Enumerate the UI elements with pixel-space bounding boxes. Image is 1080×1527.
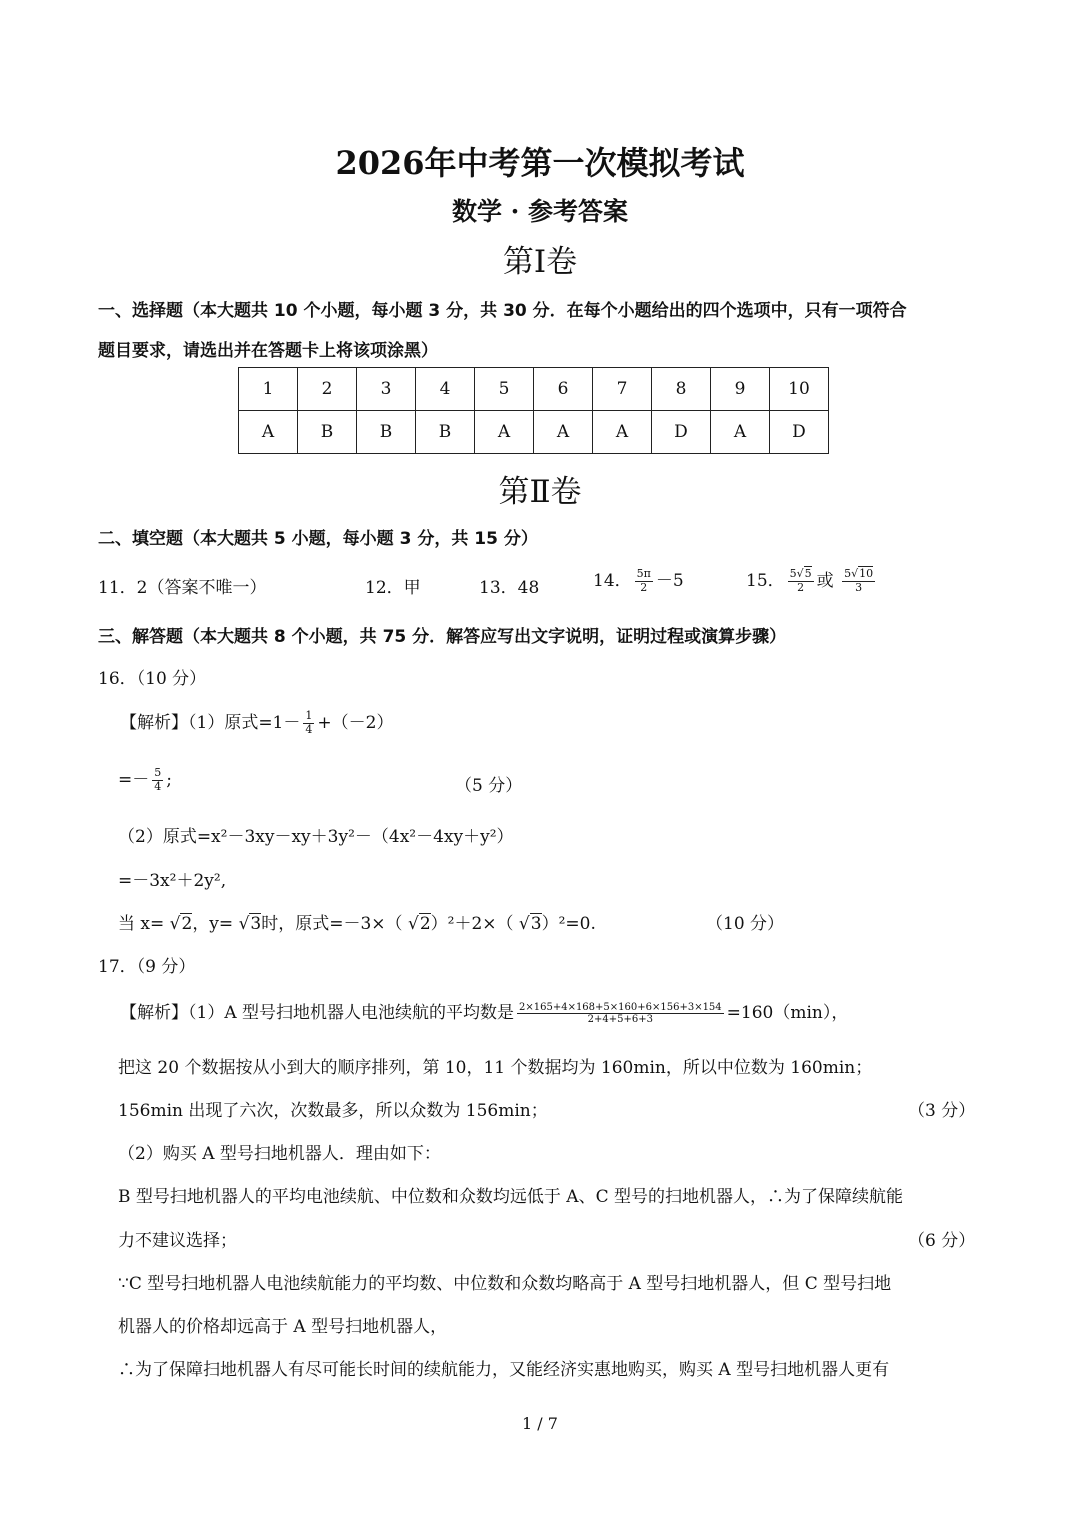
table-cell: 10 xyxy=(770,368,829,411)
table-cell: 4 xyxy=(416,368,475,411)
text-seg: 时，原式=－3×（ xyxy=(261,914,408,934)
q16-result-prefix: =－ xyxy=(118,770,150,790)
q17-line3-score: （3 分） xyxy=(908,1101,976,1121)
q15-or: 或 xyxy=(816,571,834,591)
q16-part1 xyxy=(120,708,393,737)
table-cell: B xyxy=(357,411,416,454)
fraction-denominator: 4 xyxy=(305,723,313,736)
q16-p1-prefix: 【解析】（1）原式=1－ xyxy=(120,713,301,733)
page-subtitle: 数学 · 参考答案 xyxy=(451,197,629,226)
table-cell: D xyxy=(770,411,829,454)
q16-part1-score: （5 分） xyxy=(455,776,523,796)
answer-q13: 13．48 xyxy=(479,578,540,598)
q16-part2-line1: （2）原式=x²－3xy－xy＋3y²－（4x²－4xy＋y²） xyxy=(118,827,514,847)
table-cell: A xyxy=(711,411,770,454)
q17-line5: B 型号扫地机器人的平均电池续航、中位数和众数均远低于 A、C 型号的扫地机器人，∴为了保障续航能 xyxy=(118,1187,903,1207)
radicand: 3 xyxy=(250,914,262,934)
coef: 5 xyxy=(789,567,797,581)
table-cell: 9 xyxy=(711,368,770,411)
answer-q11: 11．2（答案不唯一） xyxy=(98,578,267,598)
table-cell: 2 xyxy=(298,368,357,411)
page-number: 1 / 7 xyxy=(522,1414,558,1433)
q17-line6: 力不建议选择； xyxy=(118,1231,237,1251)
q15-fraction-1 xyxy=(788,568,814,594)
answer-q15 xyxy=(746,566,878,595)
q16-part1-result xyxy=(118,765,172,794)
fraction-denominator: 2+4+5+6+3 xyxy=(587,1014,653,1025)
text-seg: 当 x= xyxy=(118,914,170,934)
q17-line9: ∴为了保障扫地机器人有尽可能长时间的续航能力，又能经济实惠地购买，购买 A 型号扫地机器人更有 xyxy=(118,1360,890,1380)
fraction-denominator: 3 xyxy=(855,581,863,594)
q17-p1-suffix: =160（min）， xyxy=(726,1003,849,1023)
fraction-numerator: 5√5 xyxy=(789,567,812,581)
section3-title: 三、解答题（本大题共 8 个小题，共 75 分．解答应写出文字说明，证明过程或演算步骤） xyxy=(98,627,787,647)
radicand: 5 xyxy=(804,567,812,581)
q16-part2-line2: =－3x²＋2y², xyxy=(118,871,227,891)
q15-label: 15． xyxy=(746,571,785,591)
fraction-numerator: 2×165+4×168+5×160+6×156+3×154 xyxy=(519,1001,722,1013)
section2-title: 二、填空题（本大题共 5 小题，每小题 3 分，共 15 分） xyxy=(98,529,538,549)
answer-q12: 12．甲 xyxy=(365,578,421,598)
q17-line8: 机器人的价格却远高于 A 型号扫地机器人， xyxy=(118,1317,448,1337)
page-title: 2026年中考第一次模拟考试 xyxy=(335,144,745,182)
fraction-denominator: 4 xyxy=(154,780,162,793)
part1-heading: 第Ⅰ卷 xyxy=(502,244,578,280)
fraction-numerator: 5√10 xyxy=(844,567,874,581)
table-cell: B xyxy=(416,411,475,454)
table-cell: A xyxy=(534,411,593,454)
q17-line3: 156min 出现了六次，次数最多，所以众数为 156min； xyxy=(118,1101,548,1121)
text-seg: ）²=0. xyxy=(541,914,596,934)
q16-p1-fraction xyxy=(303,710,314,736)
table-cell: 6 xyxy=(534,368,593,411)
radicand: 2 xyxy=(181,914,193,934)
fraction-numerator: 5 xyxy=(154,766,162,780)
choice-answer-table xyxy=(238,367,829,454)
table-cell: A xyxy=(593,411,652,454)
table-cell: A xyxy=(475,411,534,454)
q14-fraction xyxy=(635,568,653,594)
q14-label: 14． xyxy=(593,571,632,591)
text-seg: ）²＋2×（ xyxy=(430,914,519,934)
q16-part2-line3: 当 x= √2，y= √3时，原式=－3×（ √2）²＋2×（ √3）²=0. xyxy=(118,914,596,934)
table-row-numbers xyxy=(239,368,829,411)
q17-line7: ∵C 型号扫地机器人电池续航能力的平均数、中位数和众数均略高于 A 型号扫地机器人，但 C 型号扫地 xyxy=(118,1274,892,1294)
q17-line4: （2）购买 A 型号扫地机器人．理由如下： xyxy=(118,1144,441,1164)
q17-p1-prefix: 【解析】（1）A 型号扫地机器人电池续航的平均数是 xyxy=(120,1003,514,1023)
fraction-numerator: 1 xyxy=(305,709,313,723)
table-cell: 5 xyxy=(475,368,534,411)
radicand: 2 xyxy=(419,914,431,934)
q17-mean-fraction xyxy=(517,1002,724,1026)
q17-part1 xyxy=(120,998,848,1026)
q17-line6-score: （6 分） xyxy=(908,1231,976,1251)
table-cell: 1 xyxy=(239,368,298,411)
q16-p1-suffix: +（－2） xyxy=(317,713,394,733)
fraction-denominator: 2 xyxy=(797,581,805,594)
text-seg: ，y= xyxy=(192,914,239,934)
section1-title-line2: 题目要求，请选出并在答题卡上将该项涂黑） xyxy=(98,341,438,361)
table-row-answers xyxy=(239,411,829,454)
radicand: 10 xyxy=(859,567,874,581)
q16-label: 16．（10 分） xyxy=(98,669,207,689)
table-cell: 8 xyxy=(652,368,711,411)
table-cell: 3 xyxy=(357,368,416,411)
q14-tail: －5 xyxy=(655,571,684,591)
part2-heading: 第Ⅱ卷 xyxy=(498,474,582,510)
radicand: 3 xyxy=(530,914,542,934)
q17-line2: 把这 20 个数据按从小到大的顺序排列，第 10，11 个数据均为 160min，所以中位数为 160min； xyxy=(118,1058,873,1078)
q16-result-suffix: ; xyxy=(166,770,172,790)
q17-label: 17．（9 分） xyxy=(98,957,196,977)
table-cell: A xyxy=(239,411,298,454)
fraction-numerator: 5π xyxy=(636,567,651,581)
table-cell: B xyxy=(298,411,357,454)
coef: 5 xyxy=(844,567,852,581)
q16-result-fraction xyxy=(152,767,163,793)
section1-title-line1: 一、选择题（本大题共 10 个小题，每小题 3 分，共 30 分．在每个小题给出的四个选项中，只有一项符合 xyxy=(98,301,907,321)
fraction-denominator: 2 xyxy=(640,581,648,594)
q15-fraction-2 xyxy=(842,568,875,594)
answer-q14 xyxy=(593,566,684,595)
table-cell: 7 xyxy=(593,368,652,411)
q16-part2-score: （10 分） xyxy=(706,914,785,934)
table-cell: D xyxy=(652,411,711,454)
